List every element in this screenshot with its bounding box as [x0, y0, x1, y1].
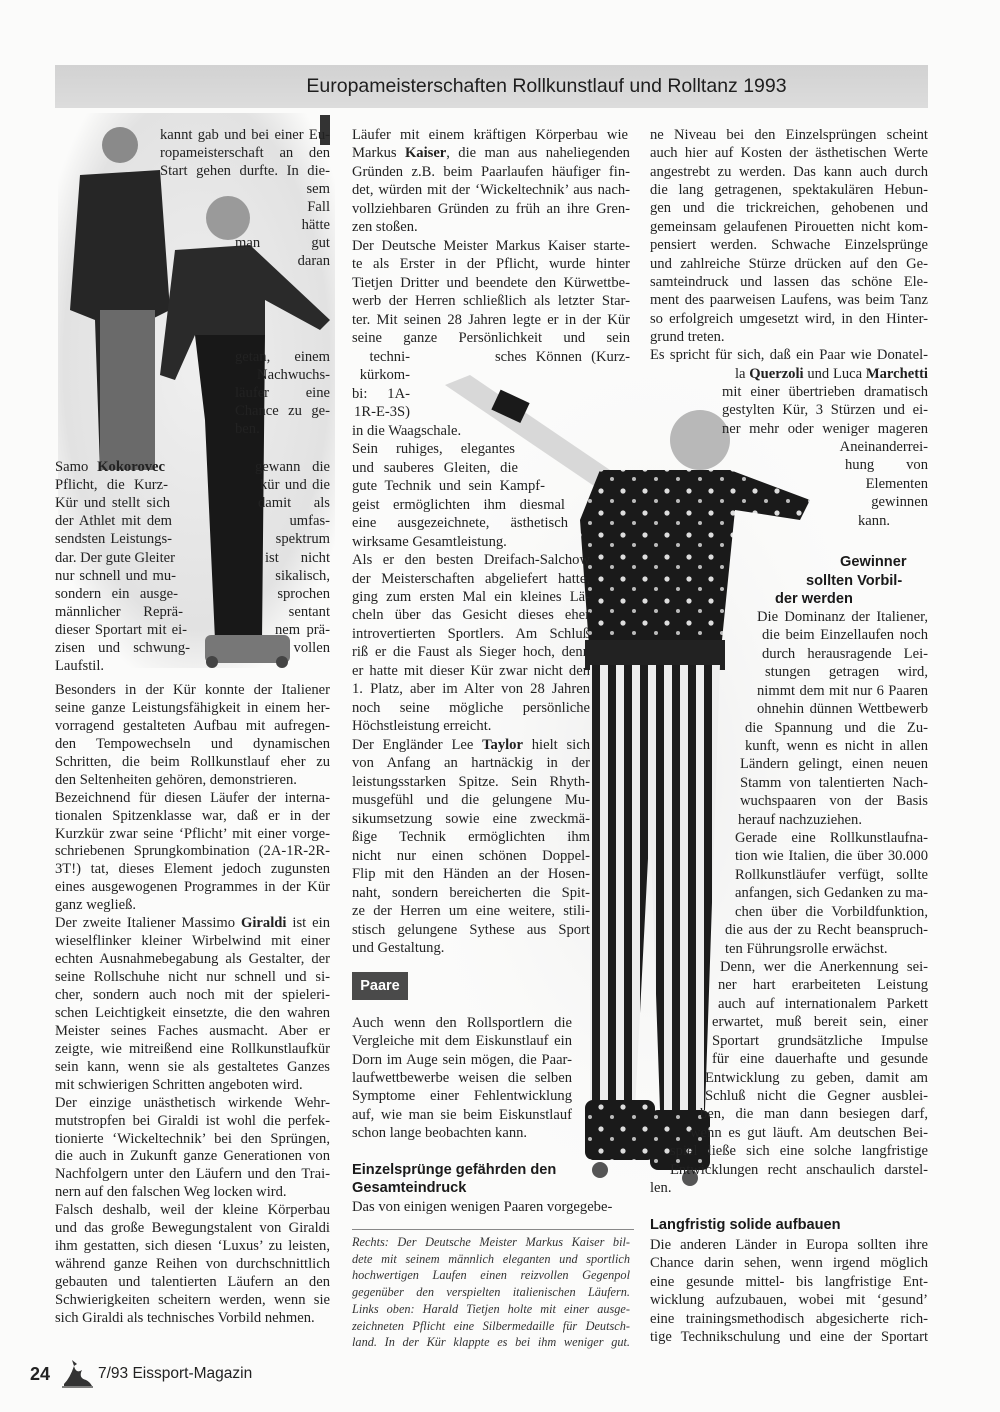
text-line: zeigte, wie mitreißend eine Rollkunstlaufkür [55, 1040, 330, 1057]
text-line: und Gestaltung. [352, 940, 445, 957]
text-line: kann. [858, 512, 891, 529]
text-line: wenn es gut läuft. Am deutschen Bei- [690, 1124, 928, 1141]
text-run: Der Engländer Lee [352, 736, 483, 753]
text-line: auch hier auf Kosten der ästhetischen Werte [650, 145, 928, 162]
text-line: schen Leichtigkeit einsetzte, die den wahren [55, 1004, 330, 1021]
text-line: mutstropfen bei Giraldi ist wohl die perfek- [55, 1112, 330, 1129]
text-line: Vergleiche mit dem Eiskunstlauf ein [352, 1033, 572, 1050]
text-line: ner mehr oder weniger mageren [722, 420, 928, 437]
text-line: kunft, wenn es nicht in allen [745, 737, 928, 754]
name-highlight: Kaiser [404, 145, 447, 162]
text-line: hung von [845, 457, 928, 474]
text-line: Der Deutsche Meister Markus Kaiser starte- [352, 237, 630, 254]
text-line: auch auf internationalem Parkett [718, 995, 928, 1012]
text-line: die lang getragenen, spektakulären Hebun- [650, 182, 928, 199]
text-line: Die Dominanz der Italiener, [757, 609, 928, 625]
text-line: gemeinsam gelaufenen Pirouetten nicht kom- [650, 218, 928, 235]
text-line: Aneinanderrei- [839, 439, 928, 456]
text-line: vorragend gestalteten Aufbau mit aufregen- [55, 717, 330, 734]
text-run: ist ein [286, 915, 330, 932]
text-line: echten Ausnahmebegabung als Gestalter, der [55, 951, 330, 968]
text-line: Läufer mit einem kräftigen Körperbau wie [352, 127, 628, 143]
text-line: sendsten Leistungs- [55, 531, 172, 548]
text-line: Falsch deshalb, weil der kleine Körperbau [55, 1202, 330, 1219]
text-line [55, 914, 330, 932]
text-line: sches Können (Kurz- [495, 348, 630, 365]
text-line: sentant [288, 603, 330, 620]
text-line: hätte [301, 217, 330, 233]
text-line: ging zum ersten Mal ein kleines Lä- [352, 589, 590, 605]
text-line: sein kann, wenn sie als gestaltetes Ganzes [55, 1058, 330, 1075]
text-line [352, 144, 630, 162]
text-line: ner hart erarbeiteten Leistung [718, 977, 928, 994]
text-line: eine trainingsmethodisch abgesicherte rich- [650, 1310, 928, 1327]
article-title: Europameisterschaften Rollkunstlauf und Rolltanz 1993 [306, 75, 787, 97]
text-run: und Luca [803, 365, 866, 382]
text-run: Samo [55, 459, 98, 475]
text-line: eine ausgezeichnete, ästhetisch [352, 515, 568, 532]
text-line: Sein ruhiges, elegantes [352, 441, 515, 458]
text-line: Dorn im Auge sein mögen, die Paar- [352, 1051, 572, 1068]
text-line: damit als [258, 495, 330, 512]
text-line: wirksame Gesamtleistung. [352, 533, 507, 550]
text-line: zisen und schwung- [55, 640, 190, 656]
text-line: nur schnell und mu- [55, 567, 176, 584]
text-line: der Athlet mit dem [55, 513, 172, 530]
text-line: bi: 1A- [352, 385, 410, 402]
text-line: man gut [235, 235, 330, 251]
text-line: sikumsetzung sowie eine zweckmä- [352, 810, 590, 827]
text-line: Entwicklung zu geben, damit am [705, 1069, 928, 1086]
text-line: und das große Bewegungstalent von Giraldi [55, 1220, 330, 1237]
text-line: ben. [235, 421, 260, 437]
text-line: gen und die trickreichen, gehobenen und [650, 200, 928, 217]
magazine-issue: 7/93 Eissport-Magazin [98, 1365, 253, 1382]
text-line: die auch in Zukunft ganze Generationen von [55, 1148, 330, 1165]
photo-caption-line: land. In der Kür klappte es bei ihm weniger gut. [352, 1335, 630, 1350]
text-line: Denn, wer die Anerkennung sei- [720, 958, 928, 975]
text-line: Meister seines Faches ausmacht. Aber er [55, 1022, 330, 1039]
text-line: 3T!) tat, dieses Element jedoch zugunsten [55, 861, 330, 878]
text-line: 1R-E-3S) [354, 404, 410, 421]
text-line: kür und die [260, 477, 330, 494]
text-line: sich Giraldi als technisches Vorbild nehmen. [55, 1309, 315, 1326]
text-line: nicht nur einen schönen Doppel- [352, 847, 590, 864]
text-line: Kür und stellt sich [55, 495, 170, 512]
text-line: introvertierten Sportlers. Am Schluß [352, 625, 590, 642]
text-line: Start gehen durfte. In die- [160, 163, 330, 179]
text-line: er hatte mit dieser Kür zwar nicht den [352, 662, 590, 679]
subheading: Gewinner [840, 554, 907, 570]
subheading: Einzelsprünge gefährden den [352, 1162, 557, 1178]
text-line: Nachwuchs- [257, 367, 330, 383]
text-line: der Meisterschaften abgeliefert hatte, [352, 570, 590, 587]
text-line: tionierte ‘Wickeltechnik’ bei den Sprüngen, [55, 1130, 330, 1147]
text-line: Gründen z.B. beim Paarlaufen häufiger fin- [352, 163, 630, 180]
text-line: tige Technikschulung und eine der Sportart [650, 1329, 928, 1345]
text-line: spiel ließe sich eine solche langfristige [670, 1143, 928, 1160]
text-line: Chance zu ge- [235, 403, 330, 419]
text-line: Nachfolgern unter den Läufern und den Trai- [55, 1166, 330, 1183]
caption-divider [352, 1229, 634, 1230]
text-line: eines ausgewogenen Programmes in der Kür [55, 879, 330, 896]
text-line: die Spannung und die Zu- [745, 719, 928, 736]
text-line: sem [306, 181, 330, 197]
text-line: werb der Herren schließlich als letzter Star- [352, 293, 630, 310]
page-number: 24 [30, 1364, 51, 1384]
text-line: männlicher Reprä- [55, 603, 183, 620]
text-line: Schwierigkeiten scheitern werden, wenn sie [55, 1291, 330, 1308]
text-line: ropameisterschaft an den [160, 145, 330, 161]
text-line: sprochen [277, 585, 330, 602]
text-line: anfangen, sich Gedanken zu ma- [735, 885, 928, 902]
text-line: dieser Sportart mit ei- [55, 621, 187, 638]
subheading: Gesamteindruck [352, 1180, 467, 1196]
text-line: und zahlreiche Stürze drücken auf den Ge- [650, 255, 928, 272]
photo-caption-line: Rechts: Der Deutsche Meister Markus Kaiser bil- [352, 1235, 630, 1249]
text-line: ze der Herren um eine weitere, stili- [352, 903, 590, 920]
text-line: kürkom- [359, 367, 410, 384]
text-line: Ländern gelingt, einen neuen [740, 756, 928, 773]
text-line: sikalisch, [275, 567, 330, 584]
text-line: techni- [369, 348, 410, 365]
text-line: in die Waagschale. [352, 422, 462, 439]
text-line: pensiert werden. Schwache Einzelsprünge [650, 237, 928, 254]
text-line: läufer eine [235, 385, 330, 401]
text-line: Tietjen Dritter und beendete den Kürwettbe- [352, 274, 630, 291]
subheading: der werden [775, 591, 853, 607]
text-line: erwartet, muß bereit sein, einer [712, 1014, 928, 1031]
text-line: sondern ein ausge- [55, 585, 178, 602]
text-line: vollen [293, 640, 330, 656]
text-line: ment des paarweisen Laufens, was beim Tanz [650, 292, 928, 309]
text-line: seine Rollschuhe nicht nur schnell und si- [55, 969, 330, 986]
text-line: eine gesunde mittel- bis langfristige Ent- [650, 1273, 928, 1290]
text-line: Das von einigen wenigen Paaren vorgegebe- [352, 1199, 613, 1215]
text-line: nimmt dem mit nur 6 Paaren [757, 682, 928, 699]
text-line [352, 736, 590, 754]
name-highlight: Taylor [482, 736, 523, 753]
text-line: musgefühl und die gelungene Mu- [352, 792, 590, 809]
text-line: seine ganze Persönlichkeit und sein [352, 330, 630, 347]
text-line: herauf nachzuziehen. [738, 811, 862, 828]
text-line: gestylten Kür, 3 Stürzen und ei- [722, 402, 928, 419]
article-header-bar [55, 65, 928, 108]
text-run: la [735, 365, 750, 382]
text-line: tion wie Italien, die über 30.000 [735, 848, 928, 865]
text-line: Sportart grundsätzliche Impulse [712, 1032, 928, 1049]
text-line: mit schwierigen Schritten angeboten wird. [55, 1076, 303, 1093]
text-line: ohnehin dünnen Wettbewerb [757, 701, 928, 718]
text-line: naht, sondern bereicherten die Spit- [352, 884, 590, 901]
text-line: chen über die Vorbildfunktion, [735, 903, 928, 920]
text-line: Entwicklungen recht anschaulich darstel- [670, 1161, 928, 1178]
text-line: Chance darin sehen, wenn irgend möglich [650, 1255, 928, 1272]
name-highlight: Kokorovec [97, 459, 165, 475]
text-line: durch herausragende Lei- [762, 645, 928, 662]
text-line: Elementen [865, 475, 928, 492]
text-line: Gerade eine Rollkunstlaufna- [735, 830, 928, 847]
text-line: ßige Technik ermöglichten ihm [352, 829, 590, 846]
text-line: riß er die Faust als Sieger hoch, denn [352, 644, 590, 661]
text-line: ben, die man dann besiegen darf, [700, 1106, 928, 1123]
photo-caption-line: Links oben: Harald Tietjen holte mit einer ausge- [352, 1301, 630, 1316]
text-line: daran [297, 253, 330, 269]
text-line: ne Niveau bei den Einzelsprüngen scheint [650, 127, 928, 143]
text-line: Der einzige unästhetisch wirkende Wehr- [55, 1094, 330, 1111]
subheading: Langfristig solide aufbauen [650, 1217, 841, 1233]
text-line: stisch gelungene Sythese aus Sport [352, 921, 590, 938]
text-line: len. [650, 1180, 672, 1197]
text-line: gute Technik und sein Kampf- [352, 478, 545, 495]
text-line: Auch wenn den Rollsportlern die [352, 1015, 572, 1031]
text-line: cher, sondern auch noch mit der spieleri- [55, 986, 330, 1003]
text-line: auf, wie man sie beim Eiskunstlauf [352, 1106, 572, 1123]
text-line: gebauten und talentierten Läufern an den [55, 1274, 330, 1291]
text-line: angestrebt zu werden. Das kann auch durch [650, 163, 928, 180]
section-label-paare: Paare [352, 972, 408, 1000]
text-run: Der zweite Italiener Massimo [55, 915, 242, 932]
text-line: wicklung aufzubauen, wobei mit ‘gesund’ [650, 1292, 928, 1309]
text-line: die aus der zu Recht beanspruch- [725, 922, 928, 939]
text-line: laufwettbewerbe weisen die selben [352, 1069, 572, 1086]
text-line: Laufstil. [55, 658, 105, 675]
photo-caption-line: hochwertigen Laufen einen reizvollen Gegenpol [352, 1268, 630, 1283]
text-line: kannt gab und bei einer Eu- [160, 127, 330, 143]
text-line: dar. Der gute Gleiter [55, 549, 175, 566]
text-line: ten Führungsrolle erwächst. [725, 940, 888, 957]
text-line: den Tempowechseln und dynamischen [55, 735, 330, 752]
text-line: wuchspaaren von der Basis [740, 793, 928, 810]
skater-bird-logo-icon [60, 1358, 94, 1388]
text-line [55, 458, 165, 476]
text-run: hielt sich [522, 736, 590, 753]
text-line: Symptome einer Fehlentwicklung [352, 1088, 572, 1105]
text-line: umfas- [289, 513, 330, 530]
text-line: wieselflinker kleiner Wirbelwind mit einer [55, 933, 330, 950]
text-line: so erfolgreich umgesetzt wird, in den Hinter- [650, 310, 928, 327]
text-line: den Seltenheiten gehören, demonstrieren. [55, 771, 297, 788]
text-line: geist ermöglichten ihm diesmal [352, 496, 565, 513]
text-line: ihm gestatten, sich diesen ‘Luxus’ zu leisten, [55, 1238, 330, 1255]
text-line: ist nicht [265, 549, 330, 566]
text-line: ter. Mit seinen 28 Jahren legte er in der Kür [352, 311, 630, 328]
text-line: gewinnen [871, 494, 928, 511]
text-line: Bezeichnend für diesen Läufer der interna- [55, 789, 330, 806]
text-line [735, 365, 928, 383]
text-line: während ganze Reihen von durchschnittlich [55, 1256, 330, 1273]
text-line: nem prä- [275, 621, 330, 638]
text-line: tionalen Spitzenklasse war, daß er in der [55, 807, 330, 824]
text-line: vollziehbaren Gründen zu früh an ihre Gren- [352, 200, 630, 217]
photo-caption-line: dete mit seinem männlich eleganten und sportlich [352, 1251, 630, 1266]
text-line: mit einer übertrieben dramatisch [722, 384, 928, 401]
photo-caption-line: zeichneten Pflicht eine Silbermedaille für Deutsch- [352, 1318, 630, 1333]
text-line: ganz wegließ. [55, 897, 137, 914]
text-line: noch seine mögliche persönliche [352, 699, 590, 716]
text-run: , die man aus naheliegenden [446, 145, 630, 162]
text-line: Schritten, die beim Rollkunstlauf eher zu [55, 753, 330, 770]
text-line: für eine dauerhafte und gesunde [712, 1051, 928, 1068]
text-line: grund treten. [650, 328, 725, 345]
text-line: cheln über das Gesicht dieses eher [352, 607, 590, 624]
text-line: samteindruck und lassen das schöne Ele- [650, 273, 928, 290]
text-line: spektrum [275, 531, 330, 548]
text-line: Die anderen Länder in Europa sollten ihre [650, 1237, 928, 1253]
subheading: sollten Vorbil- [806, 573, 903, 589]
name-highlight: Querzoli [749, 365, 804, 382]
text-line: getan, einem [235, 349, 330, 365]
text-line: te als Erster in der Pflicht, wurde hinter [352, 256, 630, 273]
text-line: nern auf den falschen Weg locken wird. [55, 1184, 287, 1201]
text-line: schon lange beobachten kann. [352, 1124, 528, 1141]
text-line: Pflicht, die Kurz- [55, 477, 168, 494]
text-line: Flip mit den Händen an der Hosen- [352, 866, 590, 883]
text-line: 1. Platz, aber im Alter von 28 Jahren [352, 681, 590, 698]
text-line: det, würden mit der ‘Wickeltechnik’ aus nach- [352, 182, 630, 199]
name-highlight: Giraldi [241, 915, 287, 932]
text-line: Fall [307, 199, 330, 215]
text-line: schriebenen Sprungkombination (2A-1R-2R- [55, 843, 330, 860]
text-run: Markus [352, 145, 405, 162]
text-line: und sauberes Gleiten, die [352, 459, 518, 476]
text-line: Es spricht für sich, daß ein Paar wie Donatel- [650, 347, 928, 364]
photo-caption-line: gegenüber den verspielten italienischen Läufern. [352, 1285, 630, 1300]
text-line: Als er den besten Dreifach-Salchow [352, 552, 590, 569]
text-line: stungen getragen wird, [765, 664, 928, 681]
text-line: Schluß nicht die Gegner ausblei- [705, 1087, 928, 1104]
text-line: gewann die [255, 459, 330, 475]
text-line: zen stoßen. [352, 219, 418, 236]
text-line: Stamm von talentierten Nach- [740, 774, 928, 791]
text-line: Höchstleistung erreicht. [352, 718, 492, 735]
text-line: von Anfang an hartnäckig in der [352, 755, 590, 772]
text-line: seine ganze Leistungsfähigkeit in einem her- [55, 699, 330, 716]
text-line: Kurzkür zwar seine ‘Pflicht’ mit einer vorge- [55, 825, 330, 842]
text-line: leistungsstarken Spitze. Sein Rhyth- [352, 773, 590, 790]
text-line: Besonders in der Kür konnte der Italiener [55, 682, 330, 698]
text-line: die beim Einzellaufen noch [762, 627, 928, 644]
text-line: Rollkunstläufer verfügt, sollte [735, 866, 928, 883]
name-highlight: Marchetti [865, 365, 928, 382]
